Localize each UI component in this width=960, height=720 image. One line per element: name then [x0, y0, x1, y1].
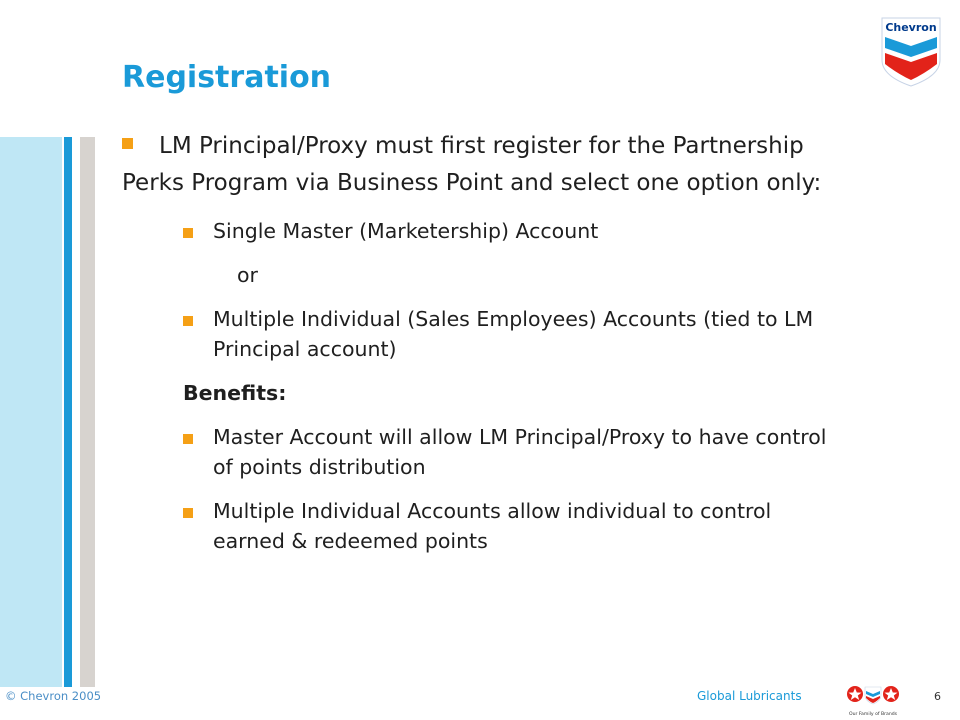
option-text: Multiple Individual (Sales Employees) Accounts (tied to LM Principal account) — [213, 307, 814, 361]
benefit-text: Master Account will allow LM Principal/Proxy to have control of points distribution — [213, 425, 827, 479]
benefit-text: Multiple Individual Accounts allow individual to control earned & redeemed points — [213, 499, 772, 553]
bullet-square-icon — [183, 508, 193, 518]
decor-stripe-blue — [64, 137, 72, 687]
copyright-text: © Chevron 2005 — [5, 689, 102, 703]
option-item — [213, 216, 842, 246]
decor-stripe-gray — [80, 137, 95, 687]
slide-content — [122, 128, 842, 570]
decor-stripe-light — [0, 137, 62, 687]
bullet-square-icon — [183, 228, 193, 238]
benefit-item — [213, 422, 842, 482]
division-label: Global Lubricants — [697, 689, 802, 703]
benefit-item — [213, 496, 842, 556]
logo-wordmark: Chevron — [885, 21, 937, 34]
option-text: Single Master (Marketership) Account — [213, 219, 599, 243]
or-separator: or — [237, 263, 258, 287]
page-title: Registration — [122, 60, 332, 95]
family-of-brands-logo — [845, 683, 901, 719]
bullet-square-icon — [183, 434, 193, 444]
brand-tagline: Our Family of Brands — [848, 712, 898, 717]
option-item — [213, 304, 842, 364]
benefits-heading: Benefits: — [183, 381, 287, 405]
lead-text: LM Principal/Proxy must first register for the Partnership Perks Program via Business Point and select one option only: — [122, 133, 822, 196]
page-number: 6 — [934, 690, 941, 703]
bullet-square-icon — [122, 138, 133, 149]
bullet-square-icon — [183, 316, 193, 326]
lead-bullet — [122, 128, 842, 202]
chevron-logo — [880, 16, 942, 88]
